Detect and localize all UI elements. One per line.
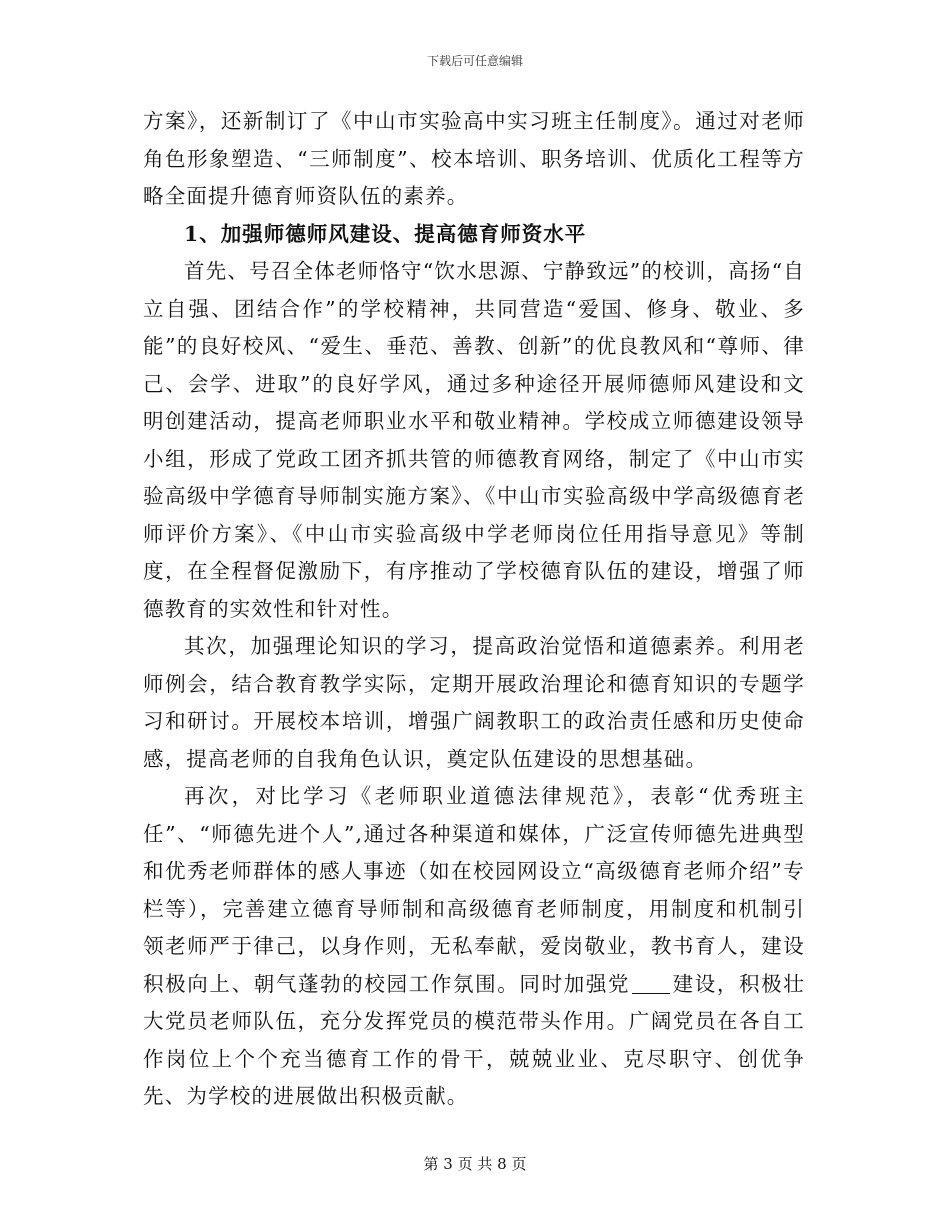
paragraph-third-part2: 建设，积极壮大党员老师队伍，充分发挥党员的模范带头作用。广阔党员在各自工作岗位上个个充当德育工作的骨干，兢兢业业、克尽职守、创优争先、为学校的进展做出积极贡献。 [143, 971, 805, 1108]
underline-blank [632, 972, 670, 994]
page-header: 下载后可任意编辑 [426, 54, 523, 68]
page-number: 第 3 页 共 8 页 [423, 1155, 527, 1173]
paragraph-third [143, 778, 805, 1116]
section-heading: 1、加强师德师风建设、提高德育师资水平 [184, 221, 587, 246]
paragraph-third-part1: 再次，对比学习《老师职业道德法律规范》，表彰“优秀班主任”、“师德先进个人”,通过各种渠道和媒体，广泛宣传师德先进典型和优秀老师群体的感人事迹（如在校园网设立“高级德育老师介绍”专栏等），完善建立德育导师制和高级德育老师制度，用制度和机制引领老师严于律己，以身作则，无私奉献，爱岗敬业，教书育人，建设积极向上、朝气蓬勃的校园工作氛围。同时加强党 [143, 784, 805, 996]
paragraph-first: 首先、号召全体老师恪守“饮水思源、宁静致远”的校训，高扬“自立自强、团结合作”的学校精神，共同营造“爱国、修身、敬业、多能”的良好校风、“爱生、垂范、善教、创新”的优良教风和“尊师、律己、会学、进取”的良好学风，通过多种途径开展师德师风建设和文明创建活动，提高老师职业水平和敬业精神。学校成立师德建设领导小组，形成了党政工团齐抓共管的师德教育网络，制定了《中山市实验高级中学德育导师制实施方案》、《中山市实验高级中学高级德育老师评价方案》、《中山市实验高级中学老师岗位任用指导意见》等制度，在全程督促激励下，有序推动了学校德育队伍的建设，增强了师德教育的实效性和针对性。 [143, 259, 805, 621]
paragraph-second: 其次，加强理论知识的学习，提高政治觉悟和道德素养。利用老师例会，结合教育教学实际，定期开展政治理论和德育知识的专题学习和研讨。开展校本培训，增强广阔教职工的政治责任感和历史使命感，提高老师的自我角色认识，奠定队伍建设的思想基础。 [143, 634, 805, 771]
document-body [143, 103, 805, 1116]
paragraph-continued: 方案》，还新制订了《中山市实验高中实习班主任制度》。通过对老师角色形象塑造、“三师制度”、校本培训、职务培训、优质化工程等方略全面提升德育师资队伍的素养。 [143, 109, 805, 208]
